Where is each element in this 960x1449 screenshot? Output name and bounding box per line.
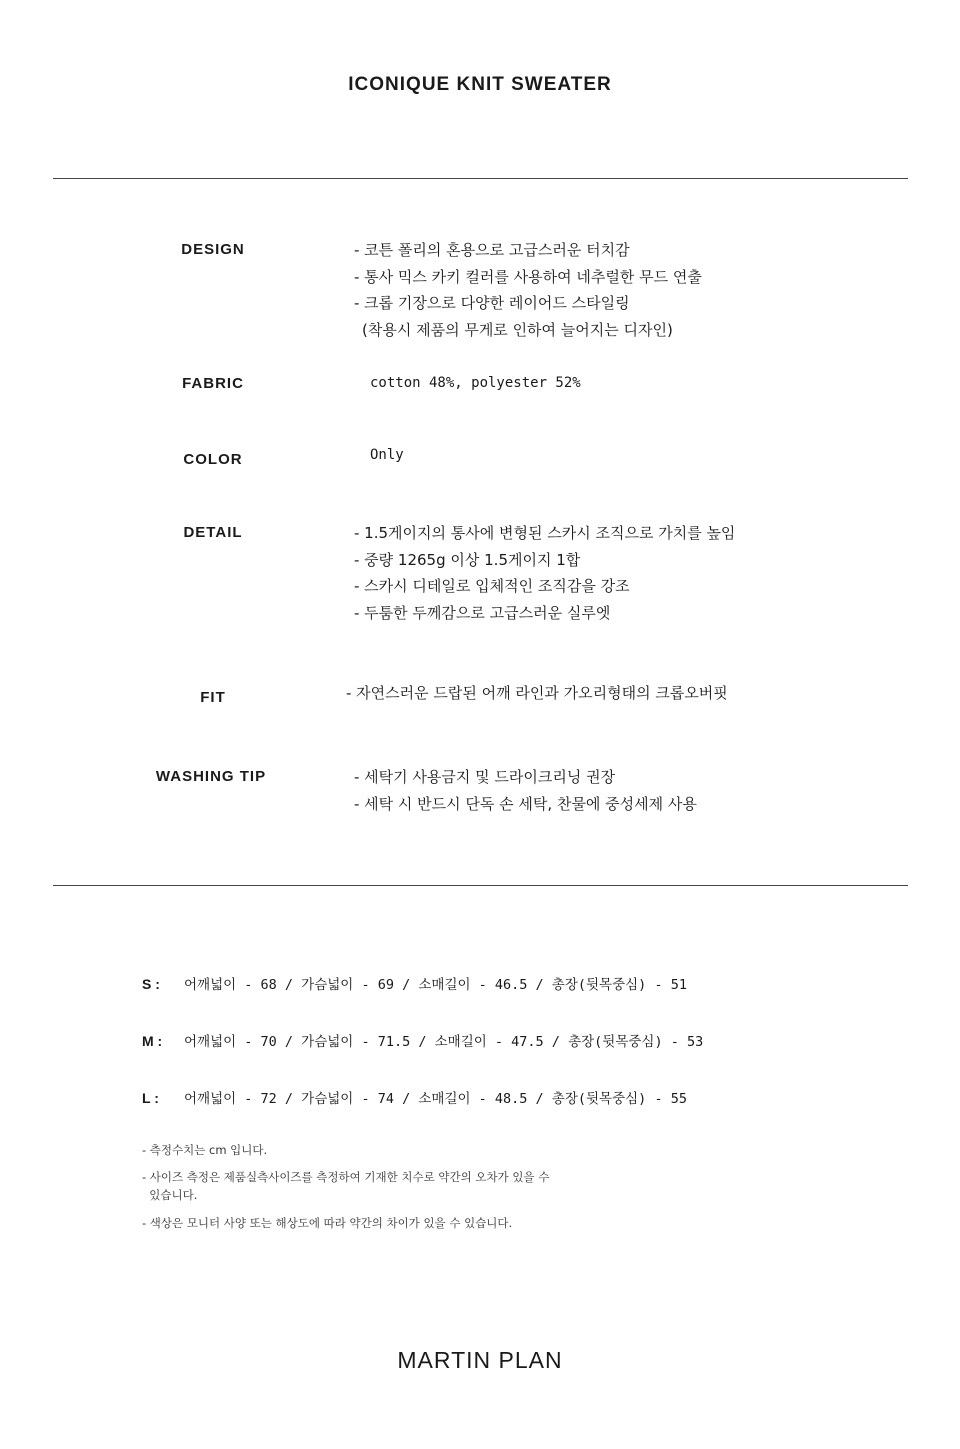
fabric-label: FABRIC xyxy=(182,375,244,392)
size-row-s xyxy=(142,973,687,993)
note-unit: - 측정수치는 cm 입니다. xyxy=(142,1143,268,1157)
size-measurements: 어깨넓이 - 70 / 가슴넓이 - 71.5 / 소매길이 - 47.5 / 총장(뒷목중심) - 53 xyxy=(184,1034,704,1050)
fabric-value xyxy=(370,370,581,397)
note-measurement-cont: 있습니다. xyxy=(142,1188,198,1202)
design-line: - 통사 믹스 카키 컬러를 사용하여 네추럴한 무드 연출 xyxy=(354,267,702,286)
detail-label: DETAIL xyxy=(183,524,243,541)
size-row-m xyxy=(142,1030,703,1050)
detail-line: - 두툼한 두께감으로 고급스러운 실루엣 xyxy=(354,604,611,623)
design-line: (착용시 제품의 무게로 인하여 늘어지는 디자인) xyxy=(362,321,673,340)
washing-tip-label: WASHING TIP xyxy=(155,768,267,785)
washing-description xyxy=(354,764,697,817)
washing-line: - 세탁 시 반드시 단독 손 세탁, 찬물에 중성세제 사용 xyxy=(354,794,697,813)
color-text: Only xyxy=(370,447,404,463)
size-measurements: 어깨넓이 - 72 / 가슴넓이 - 74 / 소매길이 - 48.5 / 총장(뒷목중심) - 55 xyxy=(184,1091,687,1107)
top-divider xyxy=(53,178,908,179)
fit-description xyxy=(346,680,728,707)
washing-line: - 세탁기 사용금지 및 드라이크리닝 권장 xyxy=(354,768,616,786)
brand-logo-text: MARTIN PLAN xyxy=(397,1347,563,1373)
design-label: DESIGN xyxy=(181,241,245,258)
color-label: COLOR xyxy=(183,451,243,468)
design-line: - 크롭 기장으로 다양한 레이어드 스타일링 xyxy=(354,294,630,313)
detail-line: - 스카시 디테일로 입체적인 조직감을 강조 xyxy=(354,577,630,596)
bottom-divider xyxy=(53,885,908,886)
product-title: ICONIQUE KNIT SWEATER xyxy=(348,74,612,95)
size-measurements: 어깨넓이 - 68 / 가슴넓이 - 69 / 소매길이 - 46.5 / 총장(뒷목중심) - 51 xyxy=(184,977,687,993)
design-line: - 코튼 폴리의 혼용으로 고급스러운 터치감 xyxy=(354,241,630,259)
detail-line: - 중량 1265g 이상 1.5게이지 1합 xyxy=(354,550,581,569)
size-key: M : xyxy=(142,1033,163,1049)
note-measurement: - 사이즈 측정은 제품실측사이즈를 측정하여 기재한 치수로 약간의 오차가 있을 수 xyxy=(142,1170,550,1184)
fit-line: - 자연스러운 드랍된 어깨 라인과 가오리형태의 크롭오버핏 xyxy=(346,684,728,702)
size-key: S : xyxy=(142,976,160,992)
fabric-text: cotton 48%, polyester 52% xyxy=(370,375,581,391)
detail-description xyxy=(354,520,735,627)
fit-label: FIT xyxy=(200,689,226,706)
size-key: L : xyxy=(142,1090,159,1106)
size-row-l xyxy=(142,1087,687,1107)
detail-line: - 1.5게이지의 통사에 변형된 스카시 조직으로 가치를 높임 xyxy=(354,524,736,542)
design-description xyxy=(354,237,702,344)
note-color: - 색상은 모니터 사양 또는 해상도에 따라 약간의 차이가 있을 수 있습니다. xyxy=(142,1216,513,1230)
color-value xyxy=(370,442,404,469)
